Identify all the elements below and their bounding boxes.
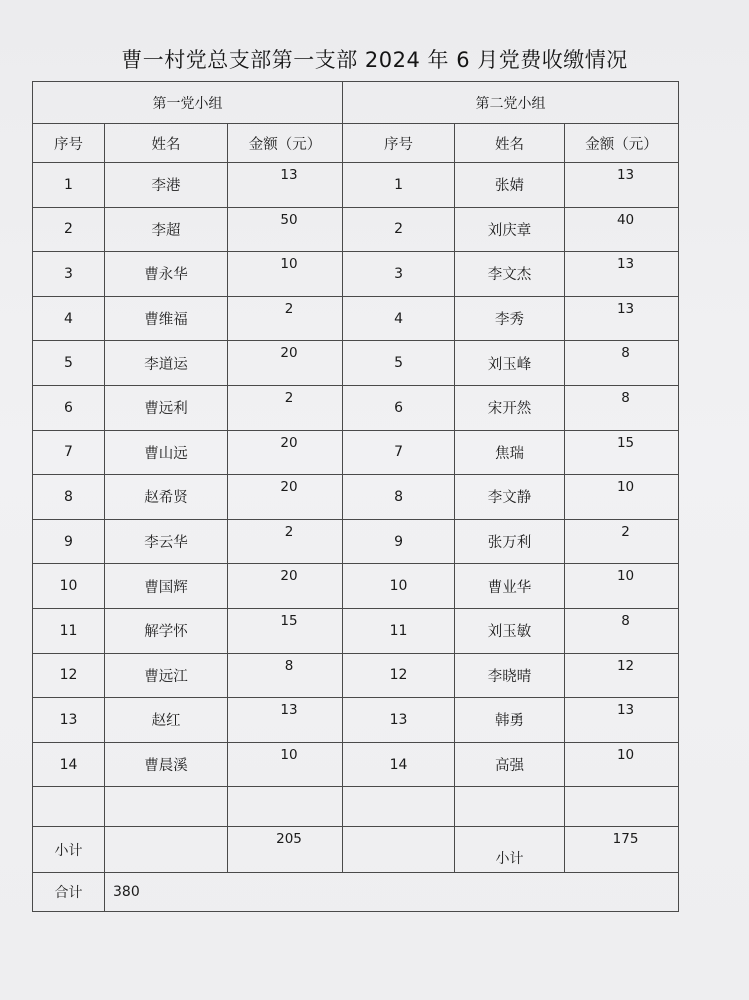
group-1-seq: 9 [33,519,105,564]
group-2-amount [565,163,679,208]
group-1-name: 李云华 [105,519,228,564]
group-1-seq: 5 [33,341,105,386]
group-2-name: 曹业华 [455,564,565,609]
document-title: 曹一村党总支部第一支部 2024 年 6 月党费收缴情况 [121,48,628,72]
group-header-row [33,82,679,124]
group-2-seq: 3 [343,252,455,297]
subtotal-value-2 [565,827,679,873]
group-1-seq: 6 [33,385,105,430]
group-2-amount-value: 13 [616,702,635,719]
group-1-amount-value: 13 [280,702,298,719]
group-1-name: 李道运 [105,341,228,386]
group-2-amount-value: 12 [616,657,635,674]
group-2-amount [565,385,679,430]
group-2-amount-value: 10 [616,479,635,496]
header-amount-2: 金额（元） [565,124,679,163]
group-1-seq: 1 [33,163,105,208]
group-2-name: 李秀 [455,296,565,341]
group-2-amount [565,698,679,743]
blank-row [33,787,679,827]
group-1-amount-value: 13 [280,167,298,183]
group-1-name: 李港 [105,163,228,208]
blank-cell [565,787,679,827]
group-2-amount [565,519,679,564]
group-2-seq: 13 [343,698,455,743]
group-1-amount [228,608,343,653]
header-amount-1: 金额（元） [228,124,343,163]
group-1-amount [228,385,343,430]
group-1-seq: 11 [33,608,105,653]
group-1-amount [228,341,343,386]
header-seq-1: 序号 [33,124,105,163]
group-2-amount [565,296,679,341]
group-2-amount [565,608,679,653]
group-1-seq: 3 [33,252,105,297]
party-fee-table [32,81,679,912]
group-2-name: 韩勇 [455,698,565,743]
table-row [33,341,679,386]
table-row [33,207,679,252]
group-1-name: 曹远利 [105,385,228,430]
group-1-name: 曹山远 [105,430,228,475]
group-2-amount-value: 8 [621,345,630,362]
group-2-seq: 10 [343,564,455,609]
blank-cell [343,787,455,827]
blank-cell [228,787,343,827]
group-2-amount [565,207,679,252]
group-2-amount [565,475,679,520]
group-2-seq: 1 [343,163,455,208]
table-row [33,296,679,341]
subtotal-empty-1 [105,827,228,873]
group-2-amount-value: 40 [616,211,635,228]
subtotal-label-1: 小计 [33,827,105,873]
group-1-seq: 8 [33,475,105,520]
group-2-amount-value: 15 [616,434,635,451]
subtotal-value-2-value: 175 [612,831,639,848]
group-1-name: 解学怀 [105,608,228,653]
column-header-row [33,124,679,163]
group-2-seq: 12 [343,653,455,698]
blank-cell [105,787,228,827]
total-label: 合计 [33,873,105,912]
group-2-name: 张万利 [455,519,565,564]
group-1-name: 曹永华 [105,252,228,297]
group-1-amount-value: 20 [280,345,298,362]
table-row [33,252,679,297]
group-1-amount [228,296,343,341]
group-2-amount [565,653,679,698]
table-row [33,475,679,520]
header-name-2: 姓名 [455,124,565,163]
group-2-amount [565,430,679,475]
group-1-title: 第一党小组 [33,82,343,124]
table-row [33,564,679,609]
group-2-seq: 2 [343,207,455,252]
group-2-amount [565,564,679,609]
group-2-seq: 14 [343,742,455,787]
group-1-amount [228,519,343,564]
group-1-amount [228,698,343,743]
group-1-name: 赵希贤 [105,475,228,520]
group-2-seq: 9 [343,519,455,564]
group-1-amount [228,252,343,297]
header-name-1: 姓名 [105,124,228,163]
group-1-amount-value: 20 [280,434,298,451]
group-1-seq: 14 [33,742,105,787]
group-2-name: 高强 [455,742,565,787]
group-2-name: 宋开然 [455,385,565,430]
group-2-seq: 8 [343,475,455,520]
group-1-amount-value: 20 [280,479,298,496]
group-1-name: 曹国辉 [105,564,228,609]
blank-cell [33,787,105,827]
group-2-amount-value: 10 [616,746,635,763]
group-2-name: 焦瑞 [455,430,565,475]
group-1-seq: 4 [33,296,105,341]
table-row [33,698,679,743]
group-1-amount [228,564,343,609]
group-1-name: 曹维福 [105,296,228,341]
table-row [33,608,679,653]
group-1-amount-value: 10 [280,746,298,763]
group-2-name: 张婧 [455,163,565,208]
group-2-amount-value: 8 [621,612,630,629]
group-2-seq: 6 [343,385,455,430]
table-row [33,430,679,475]
group-1-amount-value: 50 [280,211,298,228]
group-1-name: 曹远江 [105,653,228,698]
group-1-seq: 12 [33,653,105,698]
group-1-amount-value: 2 [284,300,294,317]
group-2-name: 李文杰 [455,252,565,297]
header-seq-2: 序号 [343,124,455,163]
group-1-amount [228,653,343,698]
group-1-seq: 2 [33,207,105,252]
group-1-amount-value: 10 [280,256,298,273]
table-row [33,163,679,208]
group-1-amount [228,475,343,520]
blank-cell [455,787,565,827]
total-value: 380 [105,873,679,912]
group-1-amount-value: 15 [280,612,298,629]
table-row [33,653,679,698]
group-1-seq: 10 [33,564,105,609]
group-1-amount [228,163,343,208]
group-2-name: 李晓晴 [455,653,565,698]
group-2-amount-value: 10 [616,568,635,585]
group-1-amount-value: 20 [280,568,298,585]
table-row [33,742,679,787]
group-1-amount-value: 2 [284,389,294,406]
total-row [33,873,679,912]
subtotal-value-1 [228,827,343,873]
group-2-amount-value: 2 [621,523,630,540]
group-2-amount [565,252,679,297]
group-1-amount-value: 2 [284,523,294,540]
group-2-amount-value: 13 [616,300,635,317]
group-1-name: 赵红 [105,698,228,743]
group-2-name: 刘玉敏 [455,608,565,653]
subtotal-row [33,827,679,873]
group-1-name: 李超 [105,207,228,252]
group-1-name: 曹晨溪 [105,742,228,787]
group-1-seq: 13 [33,698,105,743]
table-row [33,519,679,564]
group-1-amount [228,430,343,475]
group-2-name: 李文静 [455,475,565,520]
group-1-amount [228,207,343,252]
group-2-amount-value: 13 [616,256,635,273]
group-2-seq: 4 [343,296,455,341]
group-2-seq: 5 [343,341,455,386]
subtotal-empty-2 [343,827,455,873]
group-2-amount-value: 13 [616,167,635,183]
group-2-title: 第二党小组 [343,82,679,124]
group-2-amount-value: 8 [621,389,630,406]
table-row [33,385,679,430]
group-1-amount-value: 8 [284,657,294,674]
group-1-amount [228,742,343,787]
group-2-amount [565,742,679,787]
group-1-seq: 7 [33,430,105,475]
group-2-amount [565,341,679,386]
group-2-seq: 7 [343,430,455,475]
group-2-seq: 11 [343,608,455,653]
subtotal-label-2: 小计 [455,827,565,873]
group-2-name: 刘庆章 [455,207,565,252]
group-2-name: 刘玉峰 [455,341,565,386]
subtotal-value-1-value: 205 [276,831,302,848]
